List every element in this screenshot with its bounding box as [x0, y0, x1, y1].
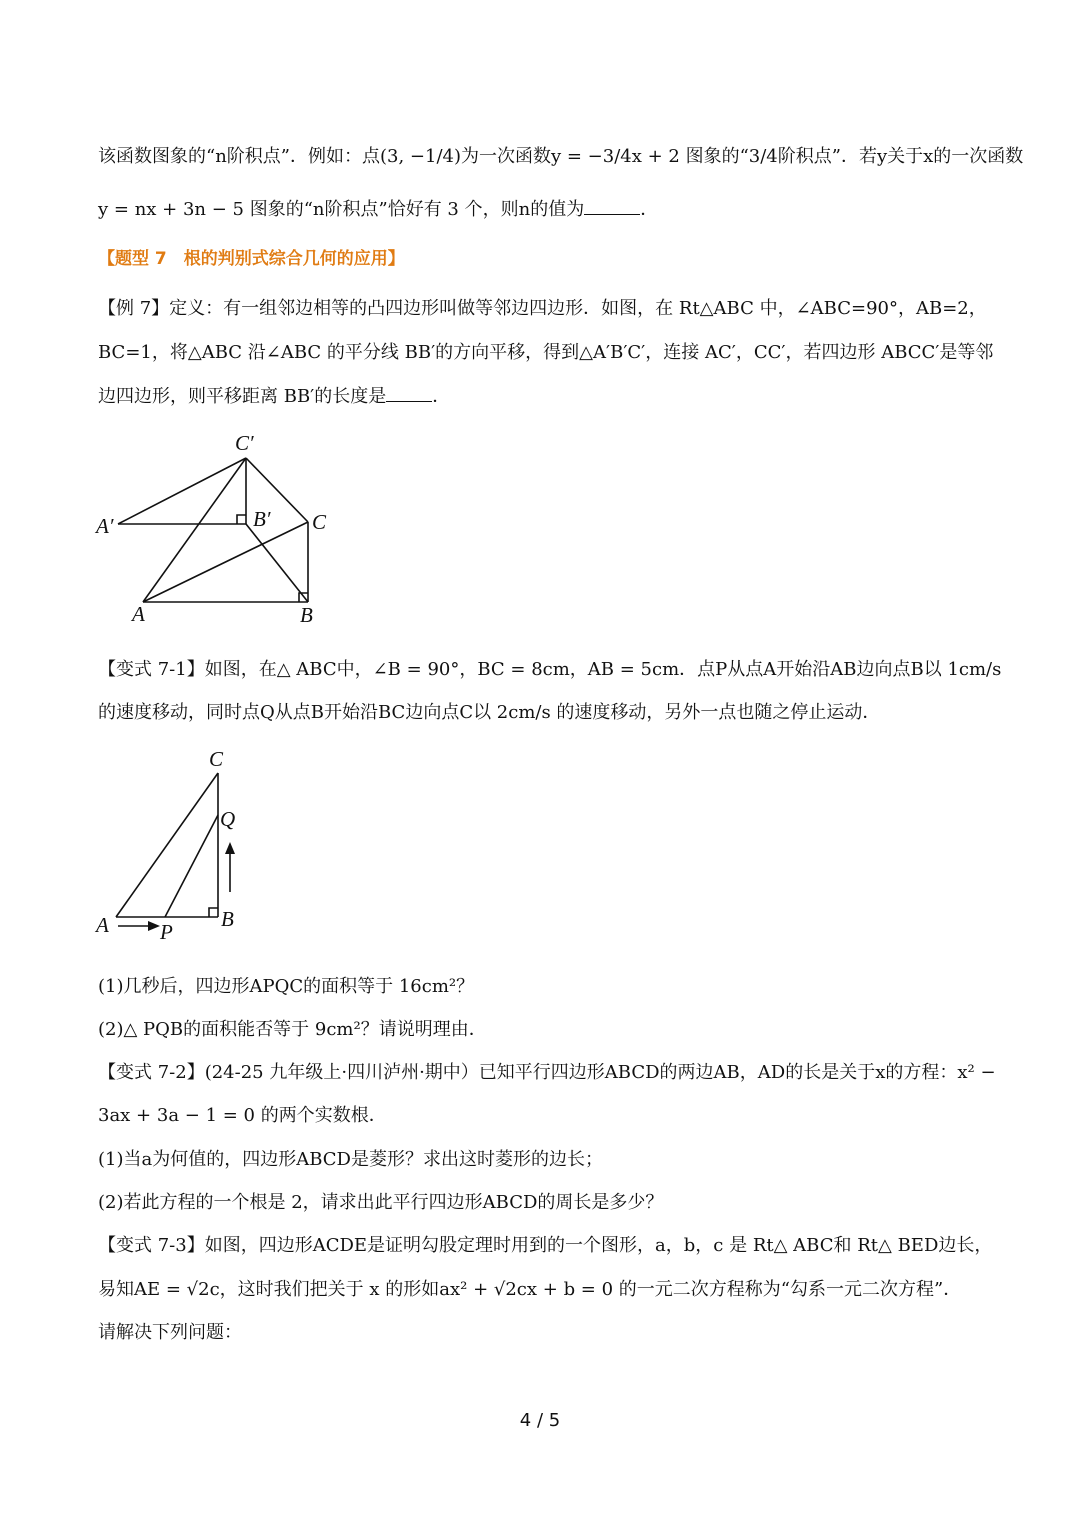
text-line-11	[98, 1103, 387, 1129]
label-c: C	[312, 510, 327, 534]
text-line-13	[98, 1190, 663, 1216]
line-tail: ．	[640, 199, 659, 220]
line-text: (2)若此方程的一个根是 2，请求出此平行四边形ABCD的周长是多少？	[98, 1192, 664, 1213]
line-text: y = nx + 3n − 5 图象的“n阶积点”恰好有 3 个，则n的值为	[98, 199, 585, 220]
segment-a-c	[143, 522, 308, 602]
text-line-3	[98, 296, 987, 322]
line-text: 易知AE = √2c，这时我们把关于 x 的形如ax² + √2cx + b = 0 的一元二次方程称为“勾系一元二次方程”．	[98, 1279, 962, 1300]
text-line-2	[98, 196, 658, 223]
label-a-prime: A′	[96, 514, 114, 538]
right-angle-b-prime	[237, 515, 246, 524]
text-line-12	[98, 1147, 603, 1173]
text-line-1	[98, 144, 1023, 170]
label-c-prime: C′	[235, 431, 254, 455]
line-text: BC=1，将△ABC 沿∠ABC 的平分线 BB′的方向平移，得到△A′B′C′，连接 AC′，CC′，若四边形 ABCC′是等邻	[98, 342, 994, 363]
text-line-8	[98, 974, 474, 1000]
title-text: 【题型 7 根的判别式综合几何的应用】	[98, 249, 405, 269]
line-text: 【变式 7-2】(24-25 九年级上·四川泸州·期中）已知平行四边形ABCD的两边AB，AD的长是关于x的方程：x² −	[98, 1062, 996, 1083]
right-angle-b	[209, 908, 218, 917]
text-line-16	[98, 1320, 242, 1346]
answer-blank	[386, 383, 432, 402]
arrow-right-head	[148, 921, 160, 931]
line-text: (1)当a为何值的，四边形ABCD是菱形？求出这时菱形的边长；	[98, 1149, 603, 1170]
line-text: 【变式 7-3】如图，四边形ACDE是证明勾股定理时用到的一个图形，a，b，c 是 Rt△ ABC和 Rt△ BED边长，	[98, 1235, 993, 1256]
line-text: (2)△ PQB的面积能否等于 9cm²？请说明理由．	[98, 1019, 487, 1040]
arrow-up-head	[225, 842, 235, 854]
label-c: C	[209, 747, 224, 771]
figure-moving-points	[90, 742, 260, 942]
text-line-7	[98, 700, 880, 726]
label-p: P	[160, 920, 173, 942]
segment-a-prime-c-prime	[118, 458, 246, 524]
figure-translated-triangle	[88, 425, 348, 635]
line-text: 请解决下列问题：	[98, 1322, 242, 1343]
label-q: Q	[220, 807, 236, 831]
text-line-10	[98, 1060, 996, 1086]
label-a: A	[96, 913, 109, 937]
answer-blank	[584, 196, 640, 215]
section-title	[98, 246, 405, 272]
label-b: B	[300, 603, 313, 627]
line-text: 该函数图象的“n阶积点”．例如：点(3, −1/4)为一次函数y = −3/4x + 2 图象的“3/4阶积点”．若y关于x的一次函数	[98, 146, 1024, 167]
segment-b-b-prime	[246, 524, 308, 602]
text-line-5	[98, 383, 450, 410]
segment-p-q	[165, 815, 218, 917]
text-line-4	[98, 340, 993, 366]
text-line-14	[98, 1233, 992, 1259]
text-line-9	[98, 1017, 487, 1043]
line-text: 【例 7】定义：有一组邻边相等的凸四边形叫做等邻边四边形．如图，在 Rt△ABC 中，∠ABC=90°，AB=2，	[98, 298, 987, 319]
line-text: 的速度移动，同时点Q从点B开始沿BC边向点C以 2cm/s 的速度移动，另外一点也随之停止运动．	[98, 702, 881, 723]
line-text: 边四边形，则平移距离 BB′的长度是	[98, 386, 387, 407]
page-number: 4 / 5	[519, 1410, 561, 1431]
label-a: A	[132, 602, 145, 626]
line-tail: ．	[432, 386, 451, 407]
line-text: 3ax + 3a − 1 = 0 的两个实数根．	[98, 1105, 387, 1126]
label-b: B	[221, 907, 234, 931]
line-text: (1)几秒后，四边形APQC的面积等于 16cm²？	[98, 976, 475, 997]
text-line-15	[98, 1277, 961, 1303]
line-text: 【变式 7-1】如图，在△ ABC中，∠B = 90°，BC = 8cm，AB = 5cm．点P从点A开始沿AB边向点B以 1cm/s	[98, 659, 1002, 680]
segment-a-c-prime	[143, 458, 246, 602]
label-b-prime: B′	[253, 507, 271, 531]
text-line-6	[98, 657, 1001, 683]
